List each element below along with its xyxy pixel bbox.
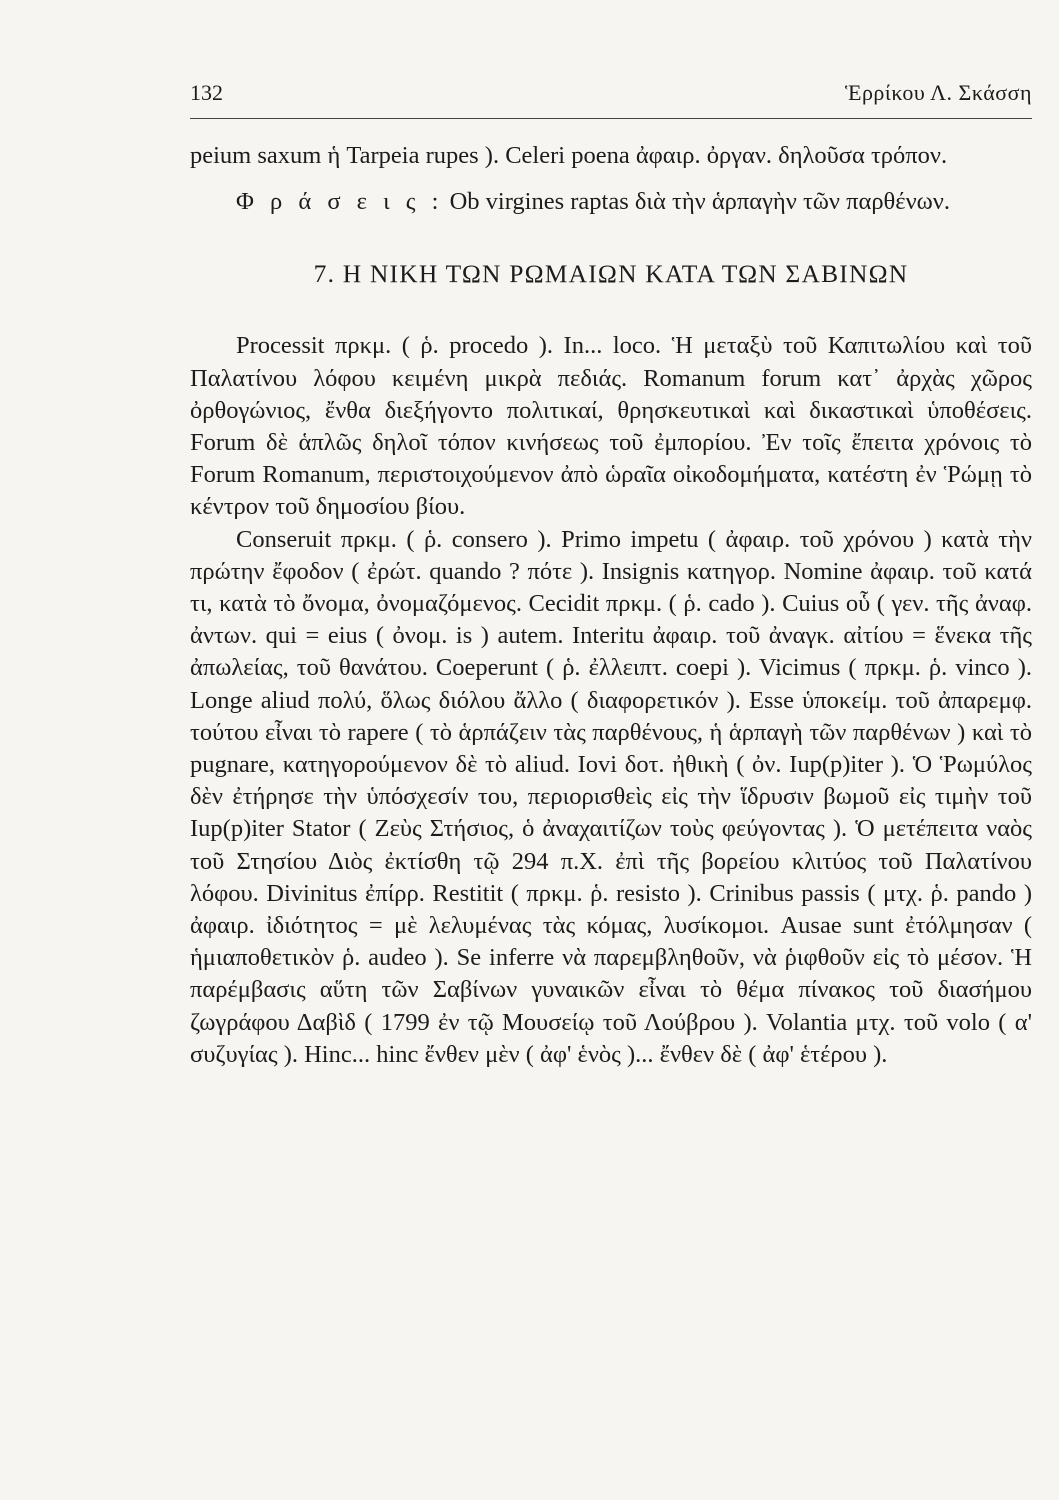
header-rule	[190, 118, 1032, 119]
page-number: 132	[190, 80, 223, 105]
page-header	[190, 74, 1032, 114]
phrases-text: Ob virgines raptas διὰ τὴν ἁρπαγὴν τῶν παρθένων.	[443, 188, 950, 216]
phrases-paragraph	[190, 186, 1032, 218]
spacer	[190, 172, 1032, 186]
running-head: Ἑρρίκου Λ. Σκάσση	[844, 80, 1032, 105]
intro-line: peium saxum ἡ Tarpeia rupes ). Celeri poena ἀφαιρ. ὀργαν. δηλοῦσα τρόπον.	[190, 142, 948, 169]
paragraph-2: Conseruit πρκμ. ( ῥ. consero ). Primo impetu ( ἀφαιρ. τοῦ χρόνου ) κατὰ τὴν πρώτην ἔφοδον ( ἐρώτ. quando ? πότε ). Insignis κατηγορ. Nomine ἀφαιρ. τοῦ κατά τι, κατὰ τὸ ὄνομα, ὀνομαζόμενος. Cecidit πρκμ. ( ῥ. cado ). Cuius οὗ ( γεν. τῆς ἀναφ. ἀντων. qui = eius ( ὀνομ. is ) autem. Interitu ἀφαιρ. τοῦ ἀναγκ. αἰτίου = ἕνεκα τῆς ἀπωλείας, τοῦ θανάτου. Coeperunt ( ῥ. ἐλλειπτ. coepi ). Vicimus ( πρκμ. ῥ. vinco ). Longe aliud πολύ, ὅλως διόλου ἄλλο ( διαφορετικόν ). Esse ὑποκείμ. τοῦ ἀπαρεμφ. τούτου εἶναι τὸ rapere ( τὸ ἁρπάζειν τὰς παρθένους, ἡ ἁρπαγὴ τῶν παρθένων ) καὶ τὸ pugnare, κατηγορούμενον δὲ τὸ aliud. Iovi δοτ. ἠθικὴ ( ὀν. Iup(p)iter ). Ὁ Ῥωμύλος δὲν ἐτήρησε τὴν ὑπόσχεσίν του, περιορισθεὶς εἰς τὴν ἵδρυσιν βωμοῦ εἰς τιμὴν τοῦ Iup(p)iter Stator ( Ζεὺς Στήσιος, ὁ ἀναχαιτίζων τοὺς φεύγοντας ). Ὁ μετέπειτα ναὸς τοῦ Στησίου Διὸς ἐκτίσθη τῷ 294 π.Χ. ἐπὶ τῆς βορείου κλιτύος τοῦ Παλατίνου λόφου. Divinitus ἐπίρρ. Restitit ( πρκμ. ῥ. resisto ). Crinibus passis ( μτχ. ῥ. pando ) ἀφαιρ. ἰδιότητος = μὲ λελυμένας τὰς κόμας, λυσίκομοι. Ausae sunt ἐτόλμησαν ( ἡμιαποθετικὸν ῥ. audeo ). Se inferre νὰ παρεμβληθοῦν, νὰ ῥιφθοῦν εἰς τὸ μέσον. Ἡ παρέμβασις αὕτη τῶν Σαβίνων γυναικῶν εἶναι τὸ θέμα πίνακος τοῦ διασήμου ζωγράφου Δαβὶδ ( 1799 ἐν τῷ Μουσείῳ τοῦ Λούβρου ). Volantia μτχ. τοῦ volo ( α' συζυγίας ). Hinc... hinc ἔνθεν μὲν ( ἀφ' ἑνὸς )... ἔνθεν δὲ ( ἀφ' ἑτέρου ).	[190, 525, 1032, 1068]
phrases-label: Φ ρ ά σ ε ι ς :	[236, 188, 444, 216]
paragraph-1: Processit πρκμ. ( ῥ. procedo ). In... loco. Ἡ μεταξὺ τοῦ Καπιτωλίου καὶ τοῦ Παλατίνου λόφου κειμένη μικρὰ πεδιάς. Romanum forum κατ᾿ ἀρχὰς χῶρος ὀρθογώνιος, ἔνθα διεξήγοντο πολιτικαί, θρησκευτικαὶ καὶ δικαστικαὶ ὑποθέσεις. Forum δὲ ἁπλῶς δηλοῖ τόπον κινήσεως τοῦ ἐμπορίου. Ἐν τοῖς ἔπειτα χρόνοις τὸ Forum Romanum, περιστοιχούμενον ἀπὸ ὡραῖα οἰκοδομήματα, κατέστη ἐν Ῥώμῃ τὸ κέντρον τοῦ δημοσίου βίου.	[190, 332, 1032, 521]
section-title: 7. Η ΝΙΚΗ ΤΩΝ ΡΩΜΑΙΩΝ ΚΑΤΑ ΤΩΝ ΣΑΒΙΝΩΝ	[313, 259, 909, 289]
body-text	[190, 140, 1032, 1071]
